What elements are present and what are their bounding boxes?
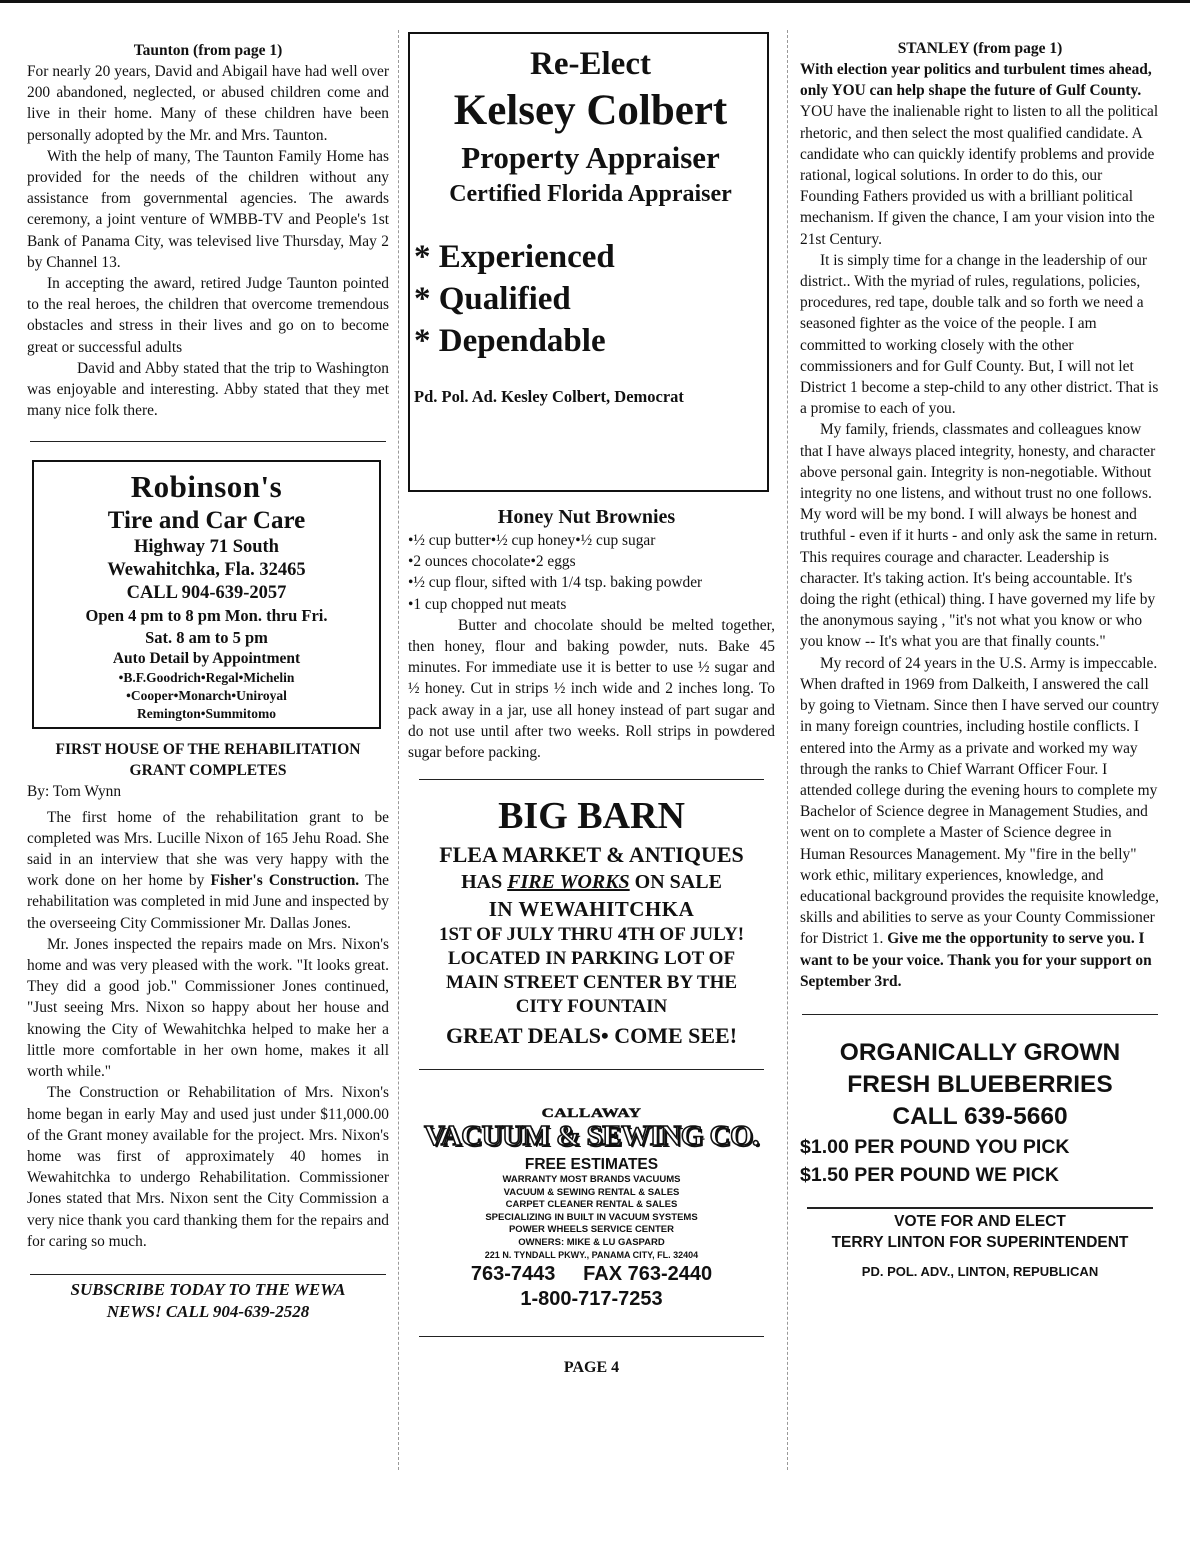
recipe-instructions: Butter and chocolate should be melted together, then honey, flour and baking powder, nuts. Bake 45 minutes. For immediate use it is better to use ½ sugar and ½ honey. Cut in strips ½ inch wide and 2 inches long. To pack away in a jar, use all honey instead of part sugar and do not use until after two weeks. Roll strips in powdered sugar before packing. <box>408 616 775 762</box>
ad-bullet: * Experienced <box>414 239 615 275</box>
ad-disclaimer: Pd. Pol. Ad. Kesley Colbert, Democrat <box>414 387 684 406</box>
toll-free-number: 1-800-717-7253 <box>520 1287 663 1310</box>
paragraph: David and Abby stated that the trip to Washington was enjoyable and interesting. Abby stated that they met many nice folk there. <box>27 359 389 420</box>
ad-line: TERRY LINTON FOR SUPERINTENDENT <box>831 1233 1129 1251</box>
ingredient: •½ cup butter•½ cup honey•½ cup sugar <box>408 532 656 549</box>
price-line: $1.50 PER POUND WE PICK <box>800 1163 1059 1186</box>
subscribe-line: SUBSCRIBE TODAY TO THE WEWA <box>70 1279 346 1299</box>
paragraph: My record of 24 years in the U.S. Army is impeccable. When drafted in 1969 from Dalkeith, I answered the call by going to Vietnam. Since then I have served our country in many foreign countries, including hostile conflicts. I entered into the Army as a private and worked my way through the ranks to Chief Warrant Officer Four. I attended college during the evening hours to complete my Bachelor of Science degree in Management Studies, and went on to complete a Master of Science degree in Human Resources Management. My "fire in the belly" work ethic, military experiences, knowledge, and educational background provides the requisite knowledge, skills and abilities to serve as your County Commissioner for District 1. Give me the opportunity to serve you. I want to be your voice. Thank you for your support on September 3rd. <box>800 654 1160 990</box>
blueberries-ad <box>800 1037 1160 1189</box>
service-line: 221 N. TYNDALL PKWY., PANAMA CITY, FL. 32404 <box>484 1250 699 1261</box>
phone-row <box>408 1262 775 1287</box>
divider <box>802 1014 1158 1015</box>
rehab-article <box>27 739 389 1251</box>
ingredient: •2 ounces chocolate•2 eggs <box>408 553 576 571</box>
service-line: OWNERS: MIKE & LU GASPARD <box>518 1236 665 1248</box>
service-line: POWER WHEELS SERVICE CENTER <box>508 1224 675 1236</box>
divider <box>30 441 386 442</box>
paragraph: My family, friends, classmates and colleagues know that I have always placed integrity, honesty, and character above personal gain. Integrity is non-negotiable. Without integrity no one listens, and without trust no one follows. My word will be my bond. I will always be honest and truthful - even if it hurts - and only ask the same in return. This requires courage and character. Leadership is character. It's taking action. It's being accountable. It's doing the right (ethical) thing. I have governed my life by the anonymous saying , "it's not what you know or who you know -- It's what you are that finally counts." <box>800 421 1158 651</box>
big-barn-ad <box>408 794 775 1051</box>
paragraph: With the help of many, The Taunton Family Home has provided for the needs of the children without any assistance from governmental agencies. The awards ceremony, a joint venture of WMBB-TV and People's 1st Bank of Panama City, was televised live Thursday, May 2 by Channel 13. <box>27 147 389 271</box>
stanley-article <box>800 38 1160 992</box>
ad-line: MAIN STREET CENTER BY THE <box>445 972 738 994</box>
ad-line: 1ST OF JULY THRU 4TH OF JULY! <box>438 924 745 946</box>
ad-credential: Certified Florida Appraiser <box>449 181 732 207</box>
ad-line: GREAT DEALS• COME SEE! <box>445 1023 738 1049</box>
ad-disclaimer: PD. POL. ADV., LINTON, REPUBLICAN <box>861 1263 1099 1279</box>
ad-subtitle: Tire and Car Care <box>107 507 306 535</box>
colbert-ad <box>408 32 769 492</box>
ingredient: •1 cup chopped nut meats <box>408 595 567 613</box>
divider <box>30 1274 386 1275</box>
column-divider <box>398 30 399 1470</box>
ad-office: Property Appraiser <box>461 140 720 175</box>
paragraph: It is simply time for a change in the leadership of our district.. With the myriad of rules, regulations, policies, procedures, red tape, double talk and so forth we need a seasoned fighter as the voice of the people. I am committed to working closely with the other commissioners and for Gulf County. But, I will not let District 1 become a step-child to any other district. That is a promise to each of you. <box>800 251 1159 418</box>
logo-line: VACUUM & SEWING CO. <box>424 1120 759 1153</box>
ad-phone: CALL 904-639-2057 <box>126 583 287 604</box>
ad-line: HAS FIRE WORKS ON SALE <box>461 871 722 894</box>
ad-hours: Open 4 pm to 8 pm Mon. thru Fri. <box>85 606 328 626</box>
paragraph: In accepting the award, retired Judge Taunton pointed to the real heroes, the children that overcome tremendous obstacles and stress in their lives and go on to become great or successful adults <box>27 275 389 356</box>
logo-line: CALLAWAY <box>541 1105 642 1120</box>
top-rule <box>0 0 1190 3</box>
taunton-article <box>27 40 389 421</box>
article-heading: Taunton (from page 1) <box>133 42 283 59</box>
ad-phone: CALL 639-5660 <box>892 1102 1068 1130</box>
ad-brands: Remington•Summitomo <box>137 706 276 722</box>
ad-line: FRESH BLUEBERRIES <box>847 1070 1113 1098</box>
paragraph: Mr. Jones inspected the repairs made on Mrs. Nixon's home and was very pleased with the work. "It looks great. They did a good job." Commissioner Jones continued, "Just seeing Mrs. Nixon so happy about her house and knowing the City of Wewahitchka helped to make her a little more comfortable in her own home, makes it all worth while." <box>27 935 389 1081</box>
ad-hours: Sat. 8 am to 5 pm <box>145 628 268 648</box>
paragraph: With election year politics and turbulent times ahead, only YOU can help shape the future of Gulf County. YOU have the inalienable right to listen to all the political rhetoric, and then select the most qualified candidate. A candidate who can quickly identify problems and provide rational, logical solutions. In order to do this, our Founding Fathers provided us with a brilliant political mechanism. If given the chance, I am your vision into the 21st Century. <box>800 61 1159 248</box>
page-number: PAGE 4 <box>563 1358 620 1376</box>
ad-bullet: * Qualified <box>414 281 571 317</box>
subscribe-notice <box>27 1279 389 1323</box>
ad-line: FREE ESTIMATES <box>524 1156 659 1174</box>
ad-service: Auto Detail by Appointment <box>112 650 301 668</box>
ad-line: CITY FOUNTAIN <box>515 996 668 1018</box>
ad-line: Re-Elect <box>530 46 651 82</box>
column-right <box>800 30 1160 1281</box>
divider <box>807 1207 1153 1209</box>
phone-number: 763-7443 <box>470 1262 556 1285</box>
service-line: CARPET CLEANER RENTAL & SALES <box>505 1199 678 1211</box>
ad-brands: •Cooper•Monarch•Uniroyal <box>126 688 287 704</box>
paragraph: The first home of the rehabilitation grant to be completed was Mrs. Lucille Nixon of 165 Jehu Road. She said in an interview that she was very happy with the work done on her home by Fisher's Construction. The rehabilitation was completed in mid June and inspected by the overseeing City Commissioner Mr. Dallas Jones. <box>27 808 389 932</box>
ad-line: IN WEWAHITCHKA <box>488 897 695 922</box>
ad-address: Highway 71 South <box>134 537 279 558</box>
ad-title: Robinson's <box>130 469 283 505</box>
article-heading: STANLEY (from page 1) <box>897 40 1063 57</box>
service-line: VACUUM & SEWING RENTAL & SALES <box>503 1186 680 1198</box>
ad-brands: •B.F.Goodrich•Regal•Michelin <box>118 670 295 686</box>
recipe-title: Honey Nut Brownies <box>497 506 676 528</box>
column-divider <box>787 30 788 1470</box>
candidate-name: Kelsey Colbert <box>453 87 728 134</box>
ad-title: BIG BARN <box>498 795 685 838</box>
ad-address: Wewahitchka, Fla. 32465 <box>107 560 306 581</box>
article-heading: FIRST HOUSE OF THE REHABILITATION GRANT COMPLETES <box>55 741 361 780</box>
divider <box>419 1069 764 1070</box>
linton-ad <box>800 1211 1160 1281</box>
ingredient: •½ cup flour, sifted with 1/4 tsp. baking powder <box>408 574 703 592</box>
callaway-logo <box>424 1106 759 1152</box>
subscribe-line: NEWS! CALL 904-639-2528 <box>106 1301 310 1321</box>
service-line: WARRANTY MOST BRANDS VACUUMS <box>502 1174 681 1186</box>
column-center <box>408 30 775 1377</box>
divider <box>419 1336 764 1337</box>
paragraph: For nearly 20 years, David and Abigail have had well over 200 abandoned, neglected, or abused children come and live in their home. Many of these children have been personally adopted by the Mr. and Mrs. Taunton. <box>27 63 389 144</box>
service-line: SPECIALIZING IN BUILT IN VACUUM SYSTEMS <box>485 1211 698 1223</box>
ad-line: FLEA MARKET & ANTIQUES <box>439 842 744 868</box>
ad-line: LOCATED IN PARKING LOT OF <box>447 948 736 970</box>
divider <box>419 779 764 780</box>
column-left <box>27 30 389 1323</box>
price-line: $1.00 PER POUND YOU PICK <box>800 1135 1070 1158</box>
robinsons-ad <box>32 460 381 729</box>
ad-line: VOTE FOR AND ELECT <box>894 1212 1066 1230</box>
callaway-ad <box>408 1106 775 1312</box>
ad-line: ORGANICALLY GROWN <box>839 1038 1121 1066</box>
recipe <box>408 504 775 763</box>
ad-bullet: * Dependable <box>414 323 606 359</box>
fax-number: FAX 763-2440 <box>583 1262 713 1285</box>
paragraph: The Construction or Rehabilitation of Mrs. Nixon's home began in early May and used just under $11,000.00 of the Grant money available for the project. Mrs. Nixon's home was first of approximately 40 homes in Wewahitchka to undergo Rehabilitation. Commissioner Jones stated that Mrs. Nixon sent the City Commission a very nice thank you card thanking them for the repairs and for caring so much. <box>27 1084 389 1250</box>
byline: By: Tom Wynn <box>27 783 122 801</box>
fireworks-text: FIRE WORKS <box>507 871 630 894</box>
